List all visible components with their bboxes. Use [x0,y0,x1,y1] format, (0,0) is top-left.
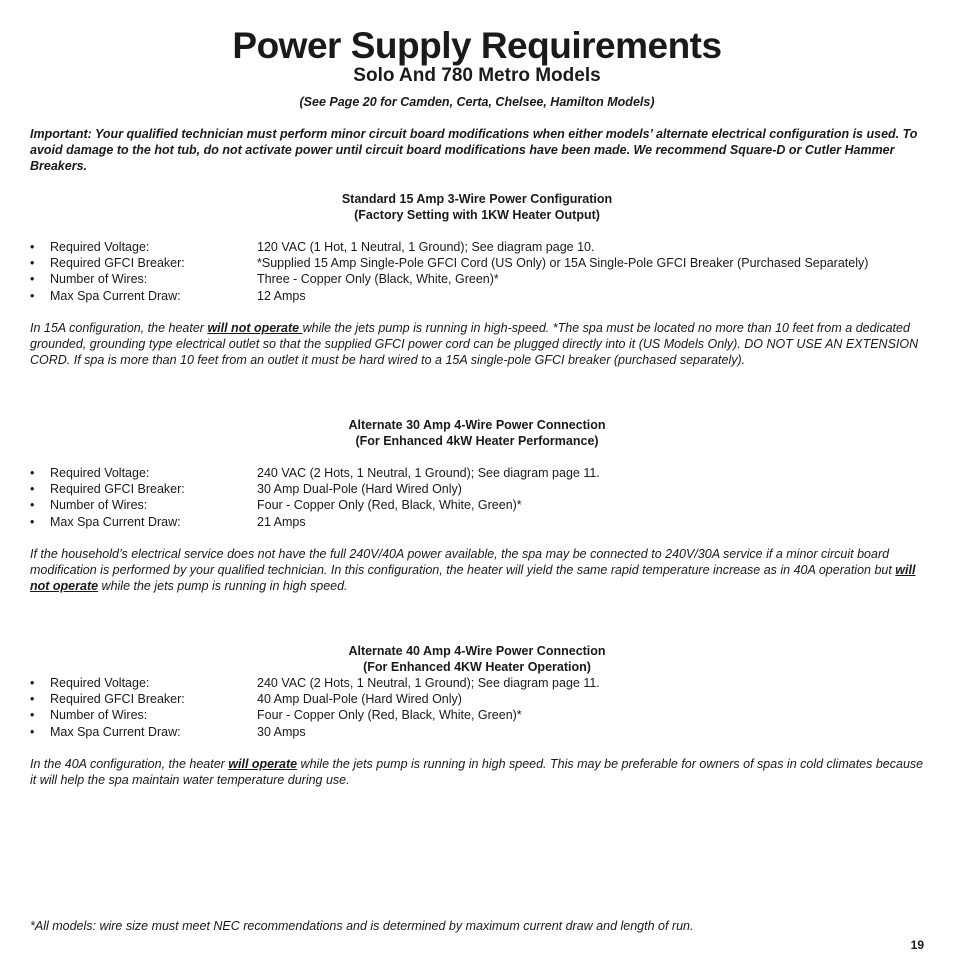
note-text: while the jets pump is running in high speed. This may be preferable for owners of spas in cold climates because it will help the spa maintain water temperature during use. [30,757,924,788]
note-emphasis: will not operate [30,563,916,594]
bullet: • [30,482,35,497]
section-30a-specs [30,465,930,530]
spec-row [30,239,930,255]
section-heading-line2: (For Enhanced 4kW Heater Performance) [355,434,599,449]
note-text: If the household’s electrical service does not have the full 240V/40A power available, the spa may be connected to 240V/30A service if a minor circuit board modification is performed by your qualified technician. In this configuration, the heater will yield the same rapid temperature increase as in 40A operation but [30,547,896,578]
spec-value: 30 Amps [257,724,306,739]
note-text: while the jets pump is running in high-speed. *The spa must be located no more than 10 feet from a dedicated grounded, grounding type electrical outlet so that the supplied GFCI power cord can be plugged directly into it (US Models Only). DO NOT USE AN EXTENSION CORD. If spa is more than 10 feet from an outlet it must be hard wired to a 15A single-pole GFCI breaker (purchased separately). [30,321,919,368]
note-text: In the 40A configuration, the heater [30,757,229,771]
spec-value: 40 Amp Dual-Pole (Hard Wired Only) [257,692,462,707]
spec-value: 240 VAC (2 Hots, 1 Neutral, 1 Ground); See diagram page 11. [257,466,600,480]
spec-value: Four - Copper Only (Red, Black, White, Green)* [257,498,522,513]
spec-label: Number of Wires: [50,272,148,287]
page-subtitle: Solo And 780 Metro Models [353,65,601,86]
spec-label: Required GFCI Breaker: [50,482,185,497]
bullet: • [30,256,35,271]
footnote: *All models: wire size must meet NEC recommendations and is determined by maximum current draw and length of run. [30,919,694,933]
spec-row [30,497,930,513]
bullet: • [30,676,35,690]
bullet: • [30,724,35,739]
bullet: • [30,240,35,254]
spec-row [30,465,930,481]
page-title: Power Supply Requirements [232,25,722,66]
spec-label: Required Voltage: [50,676,150,690]
spec-label: Max Spa Current Draw: [50,724,181,739]
section-40a-specs [30,675,930,740]
section-30a-note [30,546,928,595]
spec-row [30,675,930,691]
spec-value: Three - Copper Only (Black, White, Green)* [257,272,499,287]
section-heading-line1: Alternate 40 Amp 4-Wire Power Connection [348,644,606,658]
spec-label: Number of Wires: [50,498,148,513]
page-number: 19 [910,938,924,952]
section-40a-heading [0,643,954,675]
note-text: In 15A configuration, the heater [30,321,208,335]
bullet: • [30,288,35,303]
spec-label: Required Voltage: [50,240,150,254]
section-15a-heading [0,191,954,223]
section-heading-line1: Standard 15 Amp 3-Wire Power Configuration [341,192,613,206]
spec-value: *Supplied 15 Amp Single-Pole GFCI Cord (US Only) or 15A Single-Pole GFCI Breaker (Purchased Separately) [257,256,869,271]
note-emphasis: will not operate [207,321,303,335]
spec-label: Max Spa Current Draw: [50,288,181,303]
spec-value: Four - Copper Only (Red, Black, White, Green)* [257,708,522,723]
section-heading-line2: (For Enhanced 4KW Heater Operation) [363,660,591,675]
spec-row [30,271,930,287]
spec-label: Required GFCI Breaker: [50,692,185,707]
spec-value: 12 Amps [257,288,306,303]
section-30a-heading [0,417,954,449]
spec-row [30,724,930,740]
bullet: • [30,692,35,707]
section-15a-note [30,320,928,369]
spec-row [30,481,930,497]
note-emphasis: will operate [228,757,298,771]
spec-value: 21 Amps [257,514,306,529]
bullet: • [30,466,35,480]
spec-row [30,288,930,304]
spec-label: Max Spa Current Draw: [50,514,181,529]
bullet: • [30,514,35,529]
model-reference-note: (See Page 20 for Camden, Certa, Chelsee, Hamilton Models) [299,95,655,109]
spec-row [30,707,930,723]
important-notice: Important: Your qualified technician must perform minor circuit board modifications when either models’ alternate electrical configuration is used. To avoid damage to the hot tub, do not activate power until circuit board modifications have been made. We recommend Square-D or Cutler Hammer Breakers. [30,127,918,174]
note-text: while the jets pump is running in high speed. [98,579,348,594]
spec-value: 120 VAC (1 Hot, 1 Neutral, 1 Ground); See diagram page 10. [257,240,595,254]
section-15a-specs [30,239,930,304]
spec-label: Required GFCI Breaker: [50,256,185,271]
spec-label: Required Voltage: [50,466,150,480]
spec-row [30,514,930,530]
bullet: • [30,498,35,513]
bullet: • [30,272,35,287]
spec-label: Number of Wires: [50,708,148,723]
spec-row [30,691,930,707]
spec-value: 30 Amp Dual-Pole (Hard Wired Only) [257,482,462,497]
spec-row [30,255,930,271]
section-heading-line2: (Factory Setting with 1KW Heater Output) [354,208,600,223]
section-heading-line1: Alternate 30 Amp 4-Wire Power Connection [348,418,606,432]
bullet: • [30,708,35,723]
spec-value: 240 VAC (2 Hots, 1 Neutral, 1 Ground); See diagram page 11. [257,676,600,690]
section-40a-note [30,756,928,788]
